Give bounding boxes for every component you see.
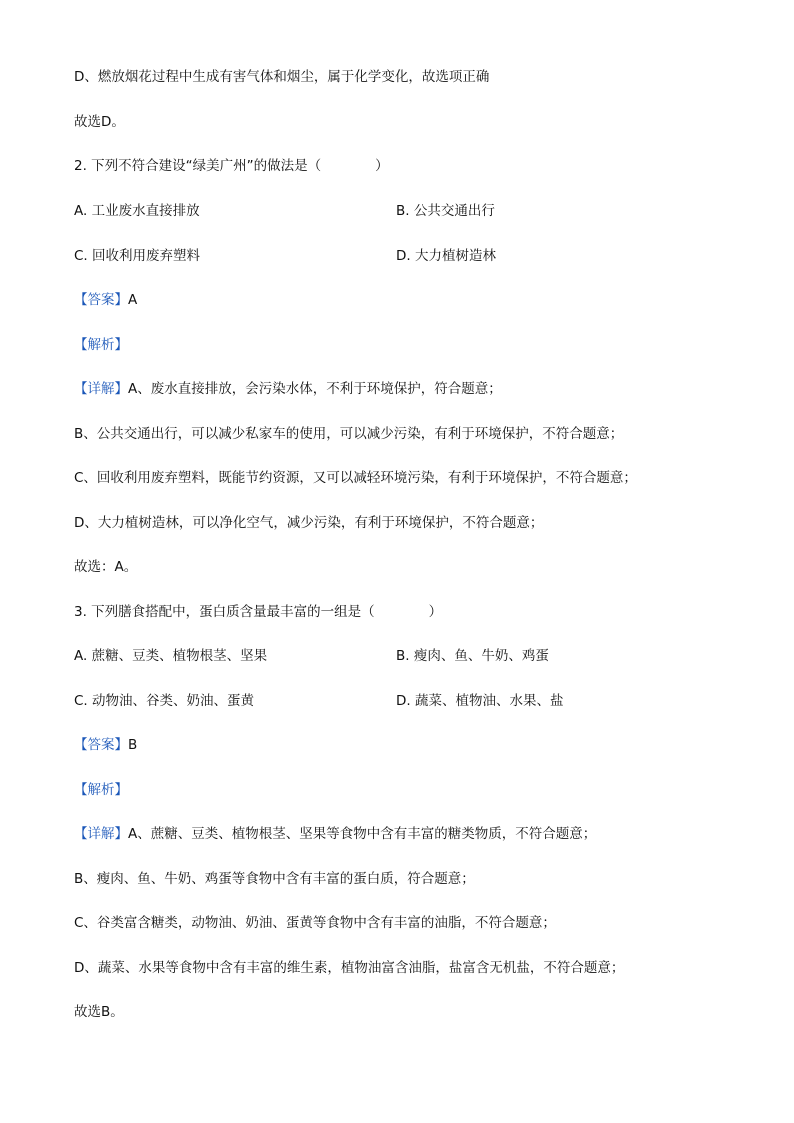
- q3-analysis-heading: [74, 781, 128, 799]
- prev-analysis-d: D、燃放烟花过程中生成有害气体和烟尘，属于化学变化，故选项正确: [74, 69, 490, 85]
- q3-option-d: D. 蔬菜、植物油、水果、盐: [396, 693, 564, 709]
- q3-choose: 故选B。: [74, 1004, 124, 1020]
- q2-answer: [74, 291, 137, 309]
- q3-answer-tag: 【答案】: [74, 737, 128, 753]
- q3-detail-a: [74, 825, 596, 843]
- q2-detail-c: C、回收利用废弃塑料，既能节约资源，又可以减轻环境污染，有利于环境保护，不符合题意；: [74, 470, 637, 486]
- q2-detail-a-text: A、废水直接排放，会污染水体，不利于环境保护，符合题意；: [128, 381, 502, 397]
- q3-stem: 3. 下列膳食搭配中，蛋白质含量最丰富的一组是（ ）: [74, 604, 443, 620]
- q3-detail-c: C、谷类富含糖类，动物油、奶油、蛋黄等食物中含有丰富的油脂，不符合题意；: [74, 915, 556, 931]
- q3-option-b: B. 瘦肉、鱼、牛奶、鸡蛋: [396, 648, 549, 664]
- q3-answer-value: B: [128, 737, 138, 753]
- q2-option-a: A. 工业废水直接排放: [74, 203, 200, 219]
- q3-answer: [74, 736, 137, 754]
- q2-detail-b: B、公共交通出行，可以减少私家车的使用，可以减少污染，有利于环境保护，不符合题意；: [74, 426, 624, 442]
- q2-analysis-heading: [74, 336, 128, 354]
- q2-choose: 故选：A。: [74, 559, 138, 575]
- q3-detail-d: D、蔬菜、水果等食物中含有丰富的维生素，植物油富含油脂，盐富含无机盐，不符合题意；: [74, 960, 625, 976]
- q2-option-c: C. 回收利用废弃塑料: [74, 248, 201, 264]
- q2-analysis-tag: 【解析】: [74, 337, 128, 353]
- q3-analysis-tag: 【解析】: [74, 782, 128, 798]
- q3-option-a: A. 蔗糖、豆类、植物根茎、坚果: [74, 648, 268, 664]
- q2-stem: 2. 下列不符合建设“绿美广州”的做法是（ ）: [74, 158, 389, 174]
- q3-detail-tag: 【详解】: [74, 826, 128, 842]
- q2-answer-tag: 【答案】: [74, 292, 128, 308]
- q2-detail-a: [74, 380, 502, 398]
- q2-detail-d: D、大力植树造林，可以净化空气，减少污染，有利于环境保护，不符合题意；: [74, 515, 544, 531]
- q3-detail-b: B、瘦肉、鱼、牛奶、鸡蛋等食物中含有丰富的蛋白质，符合题意；: [74, 871, 475, 887]
- q3-detail-a-text: A、蔗糖、豆类、植物根茎、坚果等食物中含有丰富的糖类物质，不符合题意；: [128, 826, 597, 842]
- prev-choose: 故选D。: [74, 114, 125, 130]
- q2-option-d: D. 大力植树造林: [396, 248, 496, 264]
- q2-detail-tag: 【详解】: [74, 381, 128, 397]
- q2-option-b: B. 公共交通出行: [396, 203, 495, 219]
- q2-answer-value: A: [128, 292, 138, 308]
- q3-option-c: C. 动物油、谷类、奶油、蛋黄: [74, 693, 255, 709]
